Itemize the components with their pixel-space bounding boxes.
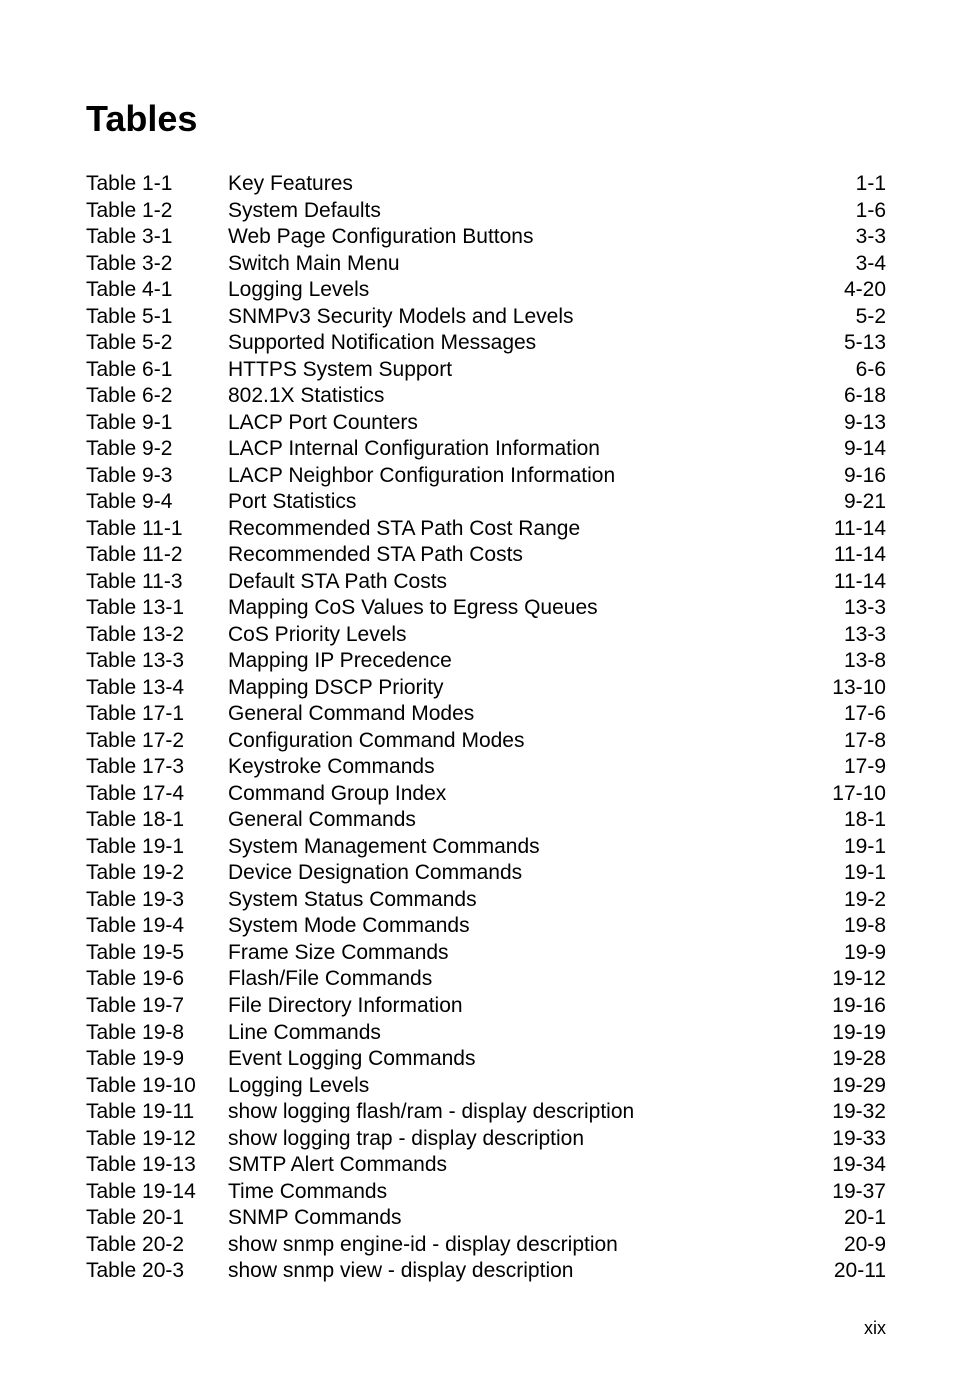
toc-entry[interactable]	[86, 383, 886, 410]
toc-entry[interactable]	[86, 966, 886, 993]
table-page-reference: 19-1	[843, 861, 886, 885]
table-number: Table 17-1	[86, 702, 185, 726]
table-number: Table 13-4	[86, 675, 185, 699]
toc-entry[interactable]	[86, 860, 886, 887]
table-title: Mapping DSCP Priority	[228, 675, 444, 699]
table-number: Table 19-14	[86, 1179, 196, 1203]
toc-entry[interactable]	[86, 251, 886, 278]
table-number: Table 19-11	[86, 1100, 195, 1124]
table-number: Table 19-10	[86, 1073, 196, 1097]
table-page-reference: 19-33	[832, 1126, 886, 1150]
page-number: xix	[864, 1318, 886, 1338]
toc-entry[interactable]	[86, 198, 886, 225]
table-page-reference: 19-32	[832, 1100, 886, 1124]
toc-entry[interactable]	[86, 436, 886, 463]
table-title: System Mode Commands	[228, 914, 470, 938]
table-page-reference: 20-11	[833, 1259, 886, 1283]
table-page-reference: 1-1	[855, 172, 886, 195]
table-number: Table 19-13	[86, 1153, 196, 1177]
table-title: File Directory Information	[228, 993, 463, 1017]
table-number: Table 19-2	[86, 861, 185, 885]
table-number: Table 6-2	[86, 384, 173, 408]
toc-entry[interactable]	[86, 304, 886, 331]
table-page-reference: 11-14	[833, 569, 886, 593]
table-title: SNMP Commands	[228, 1206, 402, 1230]
table-page-reference: 19-29	[832, 1073, 886, 1097]
table-title: System Defaults	[228, 198, 381, 222]
table-number: Table 3-1	[86, 225, 173, 249]
table-title: Logging Levels	[228, 1073, 370, 1097]
toc-entry[interactable]	[86, 622, 886, 649]
toc-entry[interactable]	[86, 357, 886, 384]
table-number: Table 3-2	[86, 251, 173, 275]
table-page-reference: 3-3	[855, 225, 886, 249]
toc-entry[interactable]	[86, 648, 886, 675]
table-page-reference: 19-12	[832, 967, 886, 991]
table-number: Table 11-2	[86, 543, 183, 567]
table-title: Web Page Configuration Buttons	[228, 225, 534, 249]
table-title: Event Logging Commands	[228, 1047, 476, 1071]
toc-entry[interactable]	[86, 701, 886, 728]
table-number: Table 11-1	[86, 516, 183, 540]
page-title: Tables	[86, 98, 198, 139]
toc-entry[interactable]	[86, 595, 886, 622]
table-title: Logging Levels	[228, 278, 370, 302]
table-title: Recommended STA Path Costs	[228, 543, 523, 567]
table-page-reference: 19-2	[843, 887, 886, 911]
table-number: Table 9-2	[86, 437, 173, 461]
toc-entry[interactable]	[86, 224, 886, 251]
table-page-reference: 1-6	[855, 198, 886, 222]
table-number: Table 19-5	[86, 940, 185, 964]
table-page-reference: 5-2	[855, 304, 886, 328]
table-title: SMTP Alert Commands	[228, 1153, 448, 1177]
toc-entry[interactable]	[86, 277, 886, 304]
table-page-reference: 4-20	[843, 278, 886, 302]
table-page-reference: 6-6	[855, 357, 886, 381]
table-number: Table 20-1	[86, 1206, 185, 1230]
table-number: Table 17-2	[86, 728, 185, 752]
table-number: Table 9-3	[86, 463, 173, 487]
table-number: Table 13-1	[86, 596, 185, 620]
table-page-reference: 5-13	[843, 331, 886, 355]
toc-entry[interactable]	[86, 754, 886, 781]
table-page-reference: 9-21	[843, 490, 886, 514]
toc-entry[interactable]	[86, 463, 886, 490]
toc-entry[interactable]	[86, 542, 886, 569]
table-title: Configuration Command Modes	[228, 728, 525, 752]
table-title: show snmp view - display description	[228, 1259, 574, 1283]
table-number: Table 9-4	[86, 490, 173, 514]
table-page-reference: 9-16	[843, 463, 886, 487]
table-page-reference: 9-13	[843, 410, 886, 434]
table-number: Table 13-3	[86, 649, 185, 673]
table-page-reference: 13-8	[843, 649, 886, 673]
table-title: LACP Internal Configuration Information	[228, 437, 600, 461]
table-number: Table 19-6	[86, 967, 185, 991]
table-number: Table 4-1	[86, 278, 173, 302]
table-title: show logging trap - display description	[228, 1126, 585, 1150]
table-number: Table 13-2	[86, 622, 185, 646]
table-title: Recommended STA Path Cost Range	[228, 516, 581, 540]
table-number: Table 9-1	[86, 410, 173, 434]
table-title: Key Features	[228, 172, 353, 195]
toc-entry[interactable]	[86, 330, 886, 357]
table-page-reference: 19-1	[843, 834, 886, 858]
table-number: Table 1-2	[86, 198, 173, 222]
table-of-tables-list	[86, 171, 886, 1285]
table-page-reference: 13-3	[843, 596, 886, 620]
toc-entry[interactable]	[86, 1258, 886, 1285]
toc-entry[interactable]	[86, 1073, 886, 1100]
toc-entry[interactable]	[86, 807, 886, 834]
table-title: Device Designation Commands	[228, 861, 523, 885]
table-page-reference: 17-10	[832, 781, 886, 805]
table-title: Time Commands	[228, 1179, 388, 1203]
table-number: Table 18-1	[86, 808, 185, 832]
table-title: Supported Notification Messages	[228, 331, 537, 355]
table-number: Table 19-3	[86, 887, 185, 911]
table-page-reference: 19-28	[832, 1047, 886, 1071]
table-number: Table 11-3	[86, 569, 183, 593]
table-page-reference: 17-8	[843, 728, 886, 752]
table-title: CoS Priority Levels	[228, 622, 407, 646]
table-number: Table 17-3	[86, 755, 185, 779]
table-number: Table 19-1	[86, 834, 185, 858]
table-title: Keystroke Commands	[228, 755, 435, 779]
table-title: Mapping CoS Values to Egress Queues	[228, 596, 598, 620]
toc-entry[interactable]	[86, 675, 886, 702]
table-number: Table 1-1	[86, 172, 173, 195]
table-title: Frame Size Commands	[228, 940, 449, 964]
table-title: Line Commands	[228, 1020, 381, 1044]
table-title: show logging flash/ram - display description	[228, 1100, 635, 1124]
table-page-reference: 6-18	[843, 384, 886, 408]
table-page-reference: 17-6	[843, 702, 886, 726]
table-number: Table 20-2	[86, 1232, 185, 1256]
table-page-reference: 19-34	[832, 1153, 886, 1177]
toc-entry[interactable]	[86, 1046, 886, 1073]
table-number: Table 20-3	[86, 1259, 185, 1283]
toc-entry[interactable]	[86, 993, 886, 1020]
table-title: LACP Port Counters	[228, 410, 418, 434]
toc-entry[interactable]	[86, 569, 886, 596]
table-title: Default STA Path Costs	[228, 569, 448, 593]
table-page-reference: 3-4	[855, 251, 886, 275]
toc-entry[interactable]	[86, 834, 886, 861]
table-page-reference: 20-1	[843, 1206, 886, 1230]
toc-entry[interactable]	[86, 1152, 886, 1179]
table-title: LACP Neighbor Configuration Information	[228, 463, 616, 487]
toc-entry[interactable]	[86, 728, 886, 755]
table-page-reference: 9-14	[843, 437, 886, 461]
toc-entry[interactable]	[86, 171, 886, 198]
toc-entry[interactable]	[86, 940, 886, 967]
table-title: System Management Commands	[228, 834, 540, 858]
table-number: Table 19-4	[86, 914, 185, 938]
toc-entry[interactable]	[86, 410, 886, 437]
table-title: show snmp engine-id - display description	[228, 1232, 618, 1256]
table-title: Switch Main Menu	[228, 251, 400, 275]
table-page-reference: 20-9	[843, 1232, 886, 1256]
table-page-reference: 11-14	[833, 543, 886, 567]
table-title: General Command Modes	[228, 702, 475, 726]
table-title: Command Group Index	[228, 781, 447, 805]
table-page-reference: 19-8	[843, 914, 886, 938]
table-page-reference: 19-16	[832, 993, 886, 1017]
toc-entry[interactable]	[86, 781, 886, 808]
table-page-reference: 19-37	[832, 1179, 886, 1203]
table-page-reference: 19-9	[843, 940, 886, 964]
table-number: Table 5-1	[86, 304, 173, 328]
toc-entry[interactable]	[86, 489, 886, 516]
toc-entry[interactable]	[86, 1205, 886, 1232]
toc-entry[interactable]	[86, 516, 886, 543]
table-page-reference: 11-14	[833, 516, 886, 540]
table-number: Table 19-9	[86, 1047, 185, 1071]
table-page-reference: 13-10	[832, 675, 886, 699]
table-title: SNMPv3 Security Models and Levels	[228, 304, 574, 328]
toc-entry[interactable]	[86, 1099, 886, 1126]
table-title: Port Statistics	[228, 490, 357, 514]
table-title: System Status Commands	[228, 887, 477, 911]
table-number: Table 19-12	[86, 1126, 196, 1150]
toc-entry[interactable]	[86, 1179, 886, 1206]
table-number: Table 5-2	[86, 331, 173, 355]
toc-entry[interactable]	[86, 913, 886, 940]
toc-entry[interactable]	[86, 1020, 886, 1047]
table-page-reference: 19-19	[832, 1020, 886, 1044]
table-page-reference: 18-1	[843, 808, 886, 832]
table-title: HTTPS System Support	[228, 357, 453, 381]
toc-entry[interactable]	[86, 1232, 886, 1259]
table-page-reference: 13-3	[843, 622, 886, 646]
toc-entry[interactable]	[86, 1126, 886, 1153]
toc-entry[interactable]	[86, 887, 886, 914]
table-title: Mapping IP Precedence	[228, 649, 452, 673]
table-page-reference: 17-9	[843, 755, 886, 779]
table-title: 802.1X Statistics	[228, 384, 385, 408]
table-number: Table 17-4	[86, 781, 185, 805]
table-number: Table 19-7	[86, 993, 185, 1017]
table-title: Flash/File Commands	[228, 967, 433, 991]
table-number: Table 19-8	[86, 1020, 185, 1044]
table-title: General Commands	[228, 808, 416, 832]
table-number: Table 6-1	[86, 357, 173, 381]
